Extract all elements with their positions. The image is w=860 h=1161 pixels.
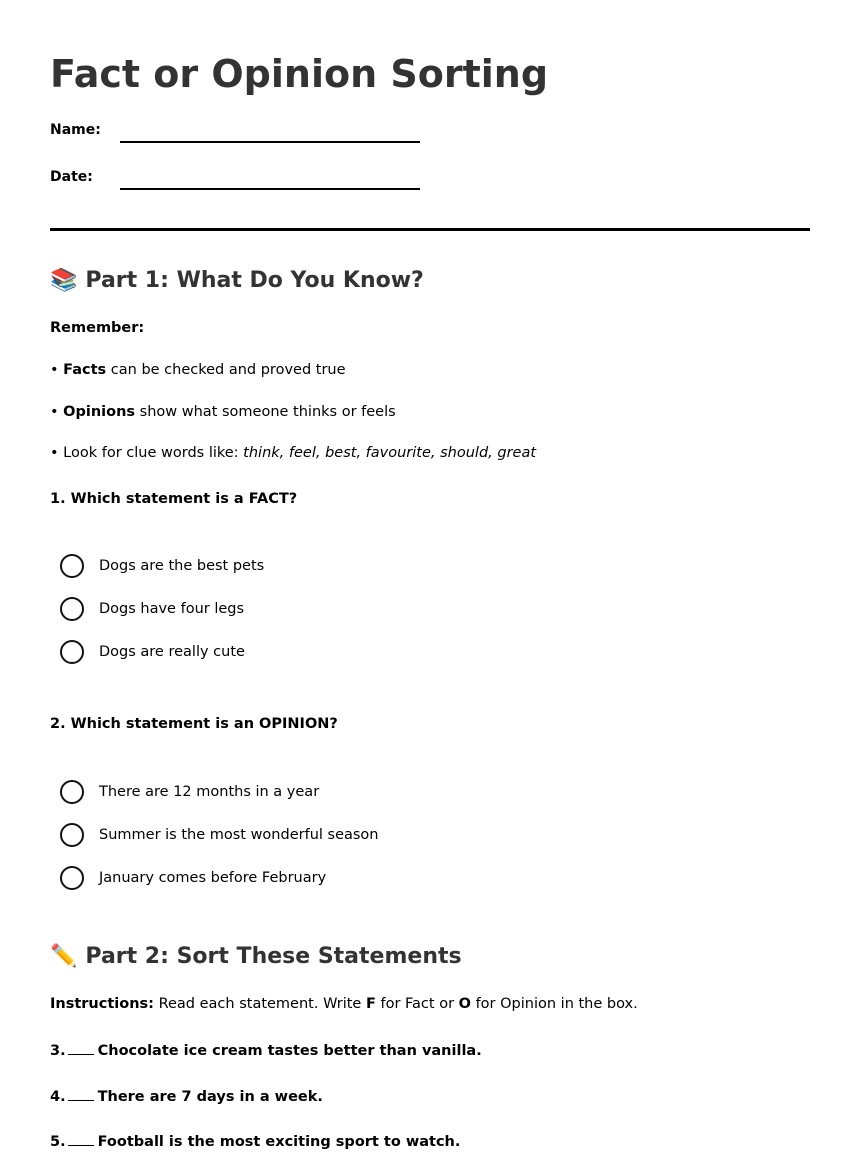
instructions-label: Instructions: xyxy=(50,996,154,1012)
part2-heading xyxy=(50,942,462,972)
statement-4 xyxy=(50,1086,323,1107)
divider xyxy=(50,228,810,231)
statement-number: 3. xyxy=(50,1043,66,1059)
fact-letter: F xyxy=(365,996,376,1012)
instructions-text: for Fact or xyxy=(380,996,455,1012)
facts-word: Facts xyxy=(63,362,107,378)
statement-5 xyxy=(50,1131,460,1152)
bullet-opinions xyxy=(50,402,396,422)
part1-heading xyxy=(50,266,424,296)
name-field[interactable] xyxy=(50,120,450,144)
bullet-icon: • xyxy=(50,445,59,461)
part1-heading-text: Part 1: What Do You Know? xyxy=(85,268,424,293)
bullet-icon: • xyxy=(50,362,59,378)
radio-button[interactable] xyxy=(60,780,84,804)
statement-text: There are 7 days in a week. xyxy=(97,1089,323,1105)
q1-option-2[interactable] xyxy=(60,597,560,623)
instructions-text: Read each statement. Write xyxy=(158,996,362,1012)
bullet-facts xyxy=(50,360,346,380)
facts-text: can be checked and proved true xyxy=(110,362,346,378)
opinion-letter: O xyxy=(458,996,471,1012)
question-1: 1. Which statement is a FACT? xyxy=(50,491,298,507)
q1-option-3[interactable] xyxy=(60,640,560,666)
q1-option-1[interactable] xyxy=(60,554,560,580)
q2-option-1[interactable] xyxy=(60,780,560,806)
date-field[interactable] xyxy=(50,167,450,191)
radio-button[interactable] xyxy=(60,597,84,621)
date-line[interactable] xyxy=(120,188,420,190)
option-label: Dogs have four legs xyxy=(99,601,245,617)
opinions-word: Opinions xyxy=(63,404,136,420)
radio-button[interactable] xyxy=(60,823,84,847)
statement-3 xyxy=(50,1040,482,1061)
option-label: Summer is the most wonderful season xyxy=(99,827,379,843)
clue-prefix: Look for clue words like: xyxy=(63,445,239,461)
pencil-icon: ✏️ xyxy=(50,944,78,969)
statement-text: Football is the most exciting sport to watch. xyxy=(97,1134,461,1150)
radio-button[interactable] xyxy=(60,866,84,890)
bullet-clues xyxy=(50,443,536,463)
answer-blank[interactable] xyxy=(68,1131,94,1146)
statement-number: 4. xyxy=(50,1089,66,1105)
clue-words: think, feel, best, favourite, should, great xyxy=(243,445,537,461)
option-label: January comes before February xyxy=(99,870,327,886)
part2-heading-text: Part 2: Sort These Statements xyxy=(85,944,462,969)
remember-label: Remember: xyxy=(50,320,145,336)
option-label: Dogs are the best pets xyxy=(99,558,265,574)
bullet-icon: • xyxy=(50,404,59,420)
q2-option-2[interactable] xyxy=(60,823,560,849)
option-label: There are 12 months in a year xyxy=(99,784,320,800)
name-line[interactable] xyxy=(120,141,420,143)
q2-option-3[interactable] xyxy=(60,866,560,892)
answer-blank[interactable] xyxy=(68,1040,94,1055)
page-title: Fact or Opinion Sorting xyxy=(50,52,549,96)
answer-blank[interactable] xyxy=(68,1086,94,1101)
date-label: Date: xyxy=(50,169,93,185)
instructions xyxy=(50,994,638,1014)
books-icon: 📚 xyxy=(50,268,78,293)
question-2: 2. Which statement is an OPINION? xyxy=(50,716,338,732)
opinions-text: show what someone thinks or feels xyxy=(139,404,396,420)
name-label: Name: xyxy=(50,122,101,138)
statement-text: Chocolate ice cream tastes better than vanilla. xyxy=(97,1043,482,1059)
statement-number: 5. xyxy=(50,1134,66,1150)
option-label: Dogs are really cute xyxy=(99,644,245,660)
instructions-text: for Opinion in the box. xyxy=(475,996,638,1012)
radio-button[interactable] xyxy=(60,554,84,578)
radio-button[interactable] xyxy=(60,640,84,664)
